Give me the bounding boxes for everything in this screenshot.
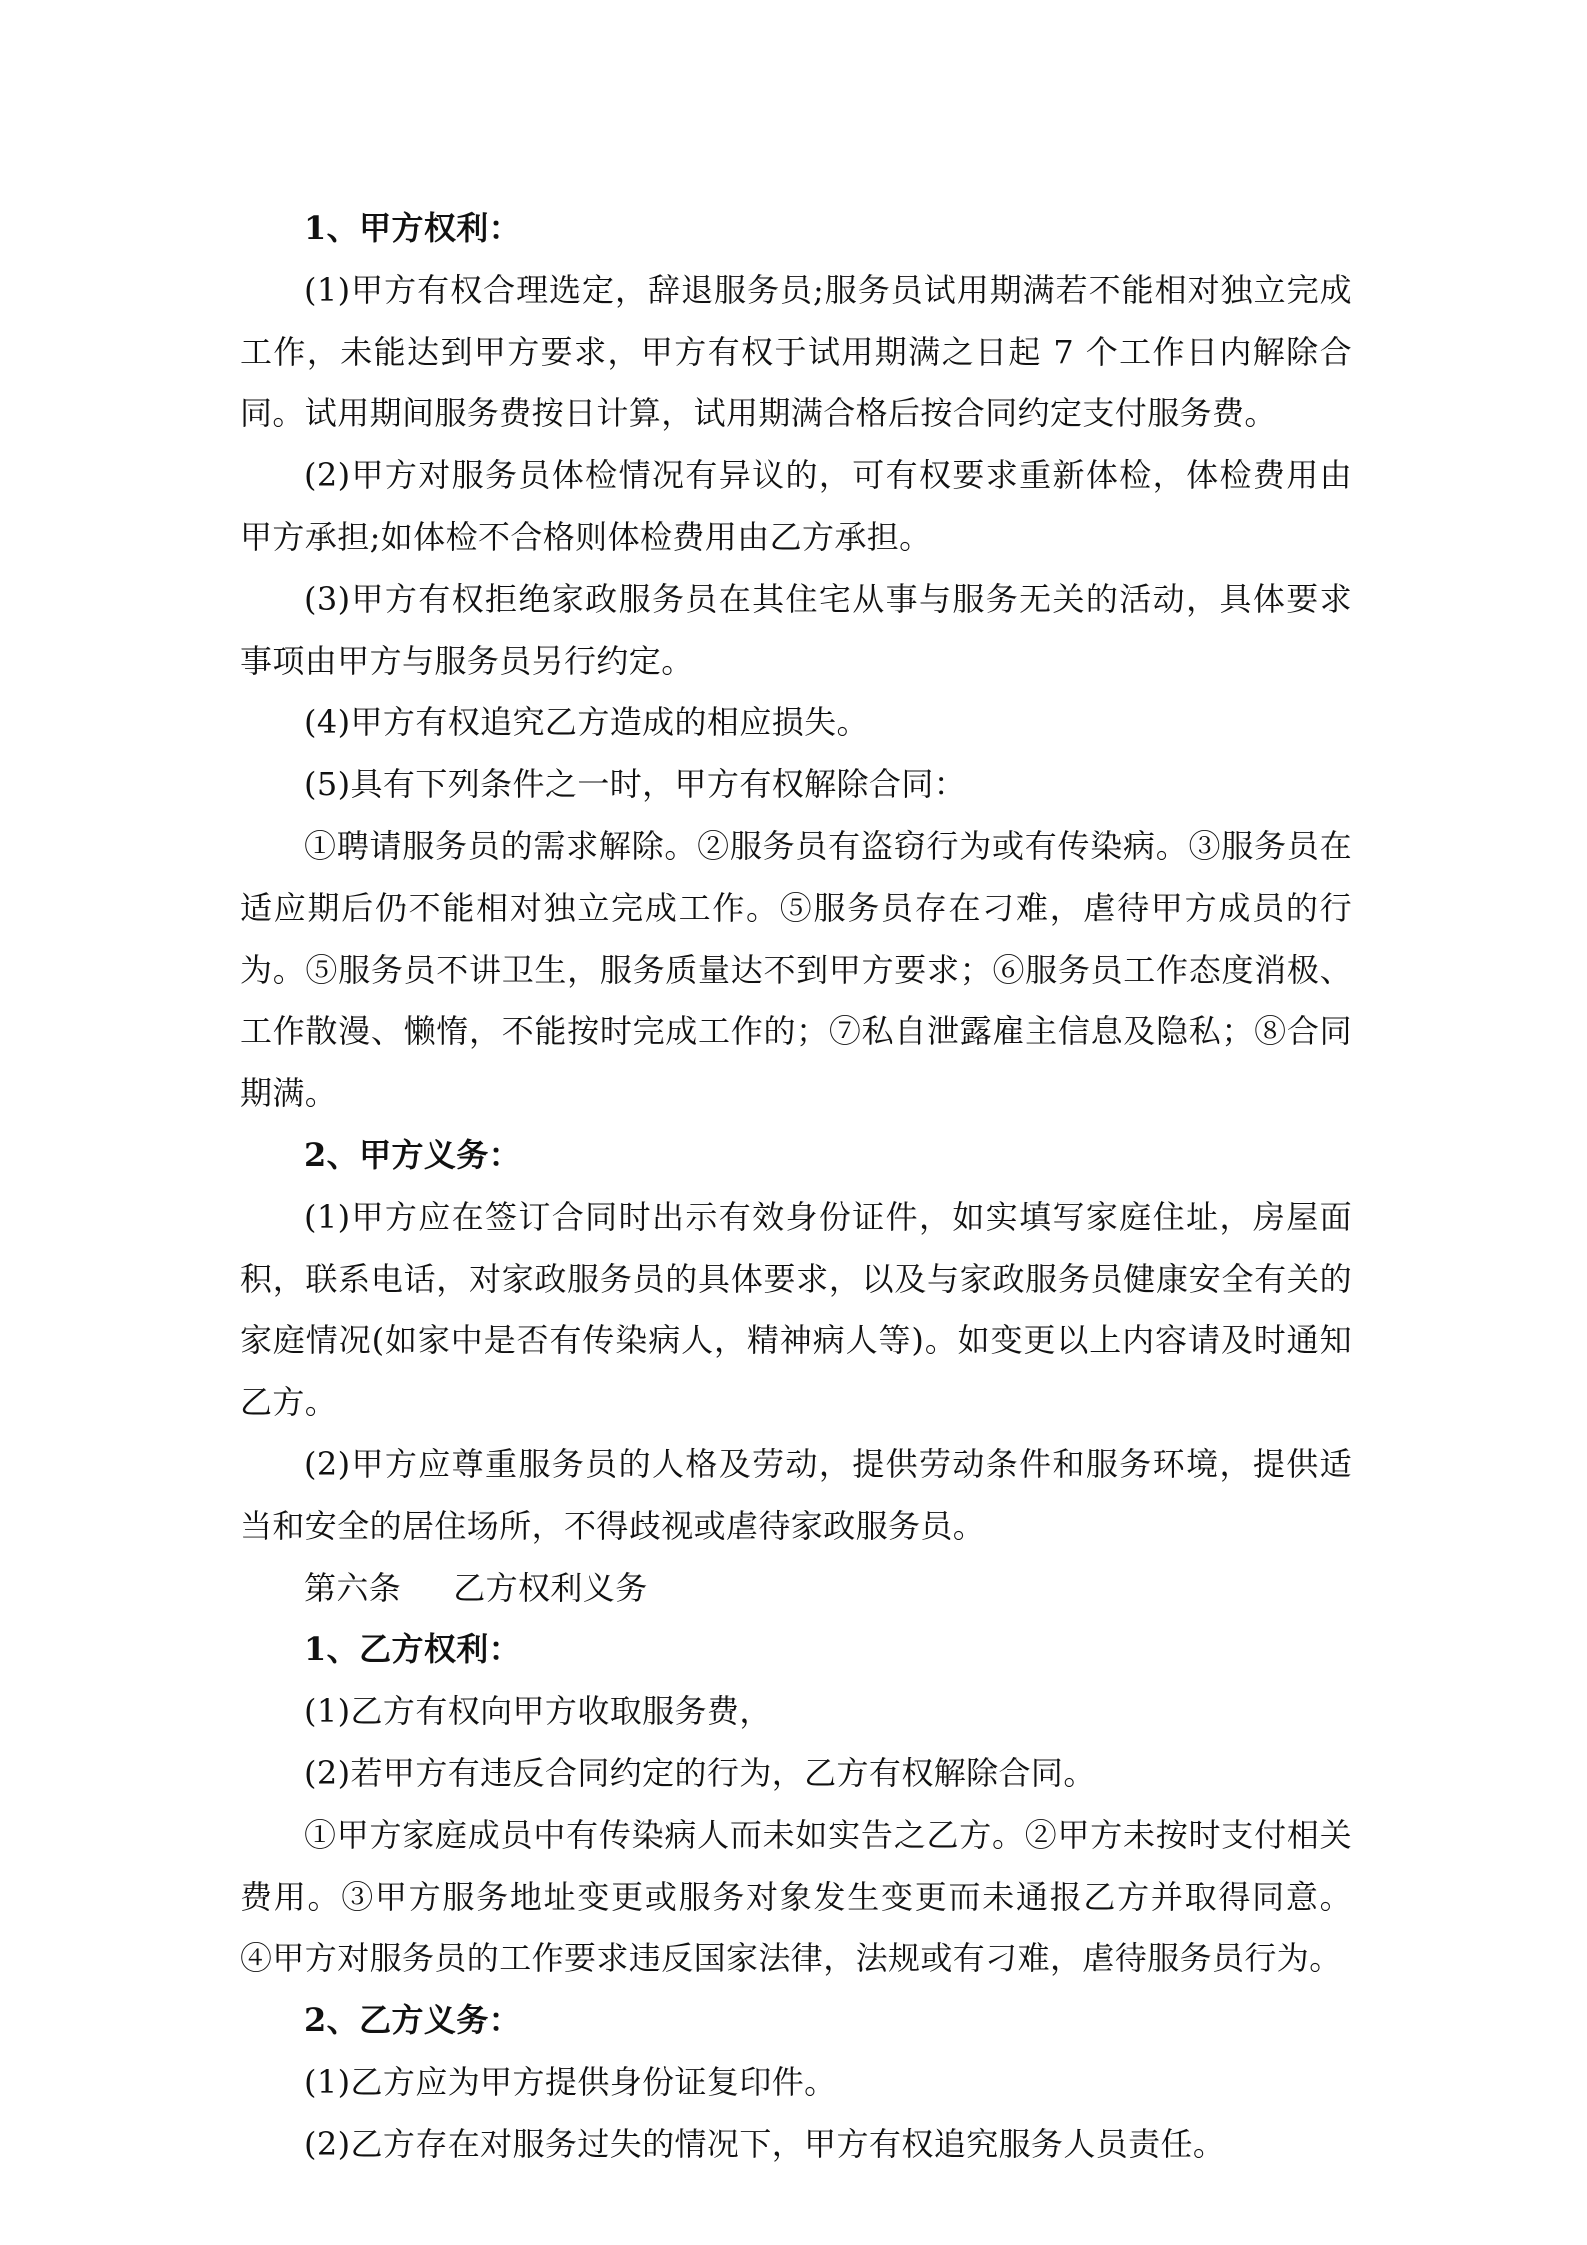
document-body xyxy=(240,198,1352,2176)
clause-party-b-duty-1: (1)乙方应为甲方提供身份证复印件。 xyxy=(304,2062,837,2101)
section-heading-party-a-duties: 2、甲方义务： xyxy=(304,1135,522,1174)
clause-party-a-right-4: (4)甲方有权追究乙方造成的相应损失。 xyxy=(304,703,869,742)
section-heading-party-b-duties: 2、乙方义务： xyxy=(304,2001,522,2040)
clause-party-b-right-2-conditions: ①甲方家庭成员中有传染病人而未如实告之乙方。②甲方未按时支付相关费用。③甲方服务地址变更或服务对象发生变更而未通报乙方并取得同意。 ④甲方对服务员的工作要求违反国家法律，法规或有刁难，虐待服务员行为。 xyxy=(240,1815,1352,1978)
article-six-heading xyxy=(240,1558,1352,1620)
clause-party-a-duty-2: (2)甲方应尊重服务员的人格及劳动，提供劳动条件和服务环境，提供适当和安全的居住场所，不得歧视或虐待家政服务员。 xyxy=(240,1444,1352,1545)
clause-party-a-right-2: (2)甲方对服务员体检情况有异议的，可有权要求重新体检，体检费用由甲方承担;如体检不合格则体检费用由乙方承担。 xyxy=(240,456,1352,556)
section-heading-party-b-rights: 1、乙方权利： xyxy=(304,1630,522,1669)
clause-party-a-right-5: (5)具有下列条件之一时，甲方有权解除合同： xyxy=(304,765,967,804)
clause-party-a-right-1: (1)甲方有权合理选定，辞退服务员;服务员试用期满若不能相对独立完成工作，未能达到甲方要求，甲方有权于试用期满之日起 7 个工作日内解除合同。试用期间服务费按日计算，试用期满合格后按合同约定支付服务费。 xyxy=(240,270,1352,433)
clause-party-a-right-3: (3)甲方有权拒绝家政服务员在其住宅从事与服务无关的活动，具体要求事项由甲方与服务员另行约定。 xyxy=(240,579,1352,680)
article-six-number: 第六条 xyxy=(304,1568,402,1607)
section-heading-party-a-rights: 1、甲方权利： xyxy=(304,209,522,247)
clause-party-a-right-5-conditions: ①聘请服务员的需求解除。②服务员有盗窃行为或有传染病。③服务员在适应期后仍不能相对独立完成工作。⑤服务员存在刁难，虐待甲方成员的行为。⑤服务员不讲卫生，服务质量达不到甲方要求；⑥服务员工作态度消极、工作散漫、懒惰，不能按时完成工作的；⑦私自泄露雇主信息及隐私；⑧合同期满。 xyxy=(240,826,1352,1113)
clause-party-a-duty-1: (1)甲方应在签订合同时出示有效身份证件，如实填写家庭住址，房屋面积，联系电话，对家政服务员的具体要求，以及与家政服务员健康安全有关的家庭情况(如家中是否有传染病人，精神病人等)。如变更以上内容请及时通知乙方。 xyxy=(240,1197,1352,1422)
clause-party-b-right-2: (2)若甲方有违反合同约定的行为，乙方有权解除合同。 xyxy=(304,1753,1096,1792)
clause-party-b-right-1: (1)乙方有权向甲方收取服务费， xyxy=(304,1692,772,1731)
article-six-title: 乙方权利义务 xyxy=(453,1568,648,1607)
clause-party-b-duty-2: (2)乙方存在对服务过失的情况下，甲方有权追究服务人员责任。 xyxy=(304,2124,1226,2163)
